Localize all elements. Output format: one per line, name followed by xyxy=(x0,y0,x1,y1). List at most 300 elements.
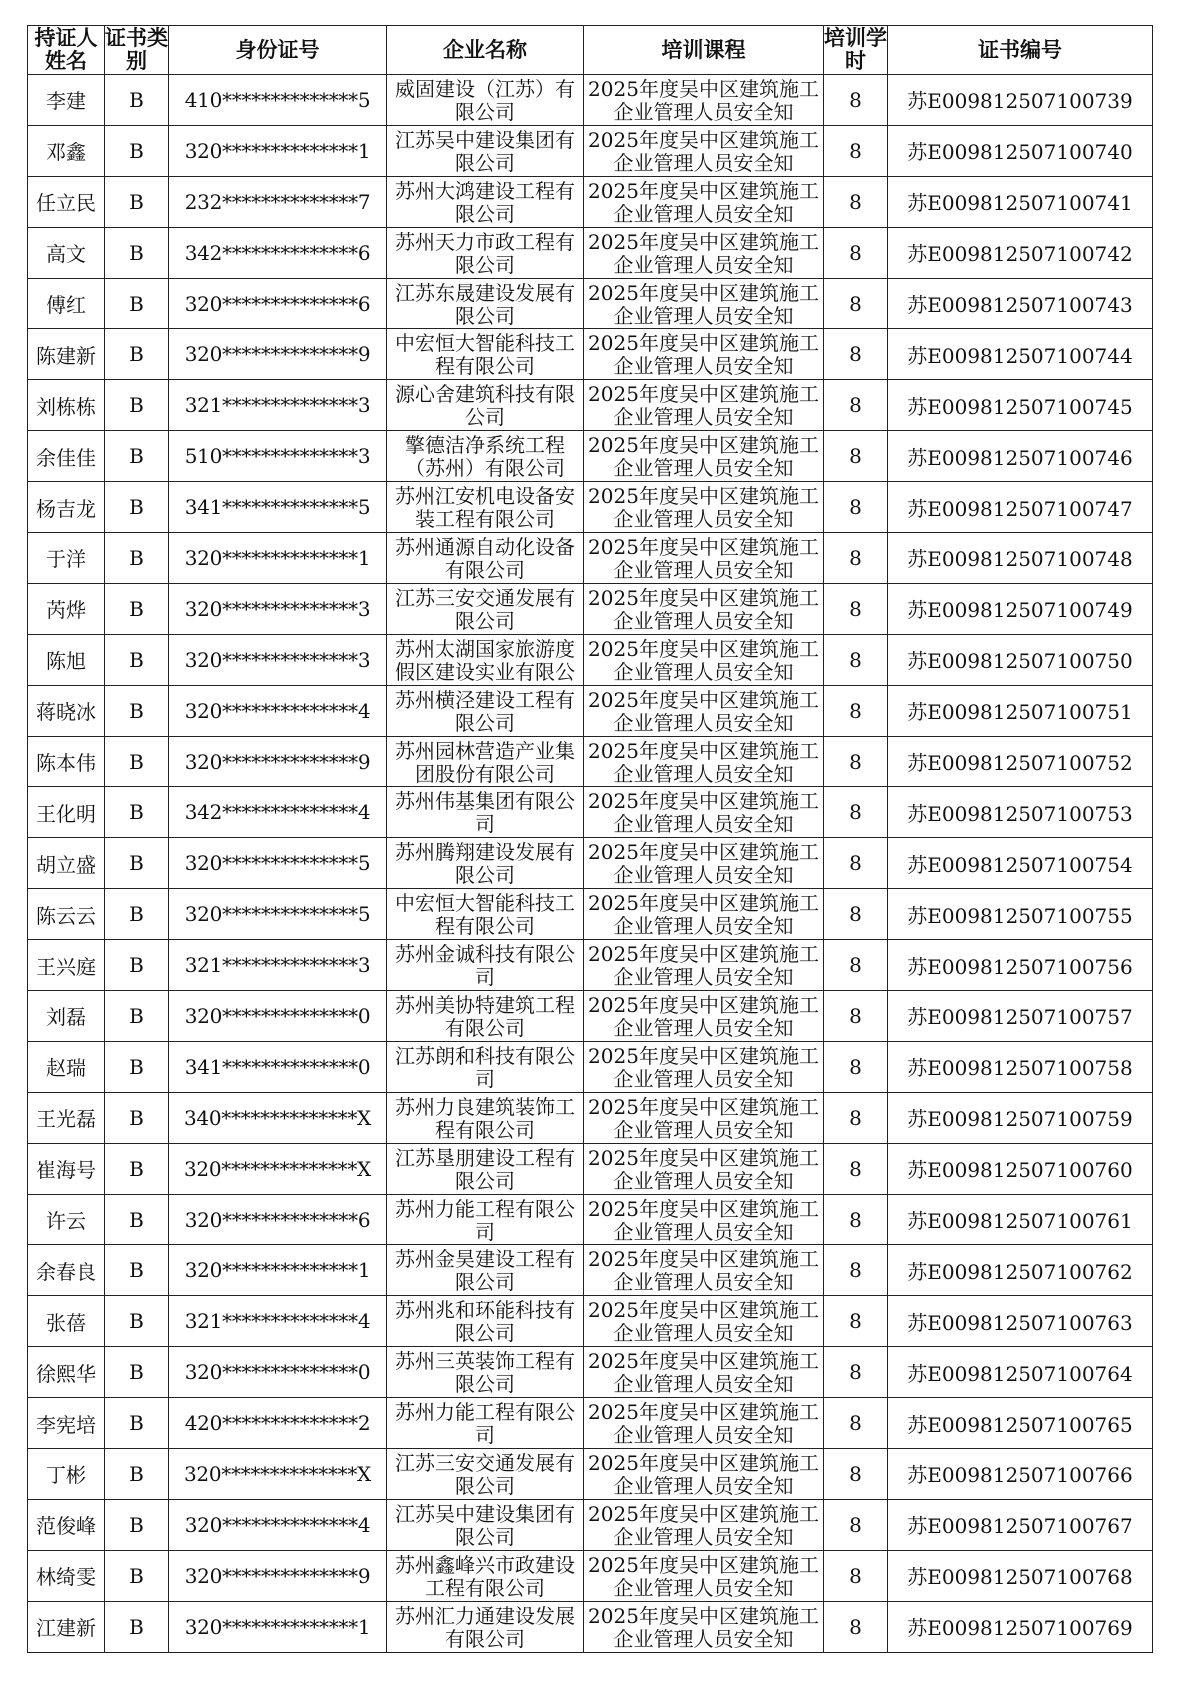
cell-name: 王化明 xyxy=(28,787,105,838)
cell-category: B xyxy=(105,1245,169,1296)
table-row xyxy=(28,75,1153,126)
cell-company xyxy=(387,583,584,634)
table-row xyxy=(28,1092,1153,1143)
cell-company xyxy=(387,75,584,126)
cell-name: 于洋 xyxy=(28,533,105,584)
cell-category: B xyxy=(105,991,169,1042)
cell-id-number: 320**************6 xyxy=(169,278,387,329)
cell-id-number: 320**************0 xyxy=(169,991,387,1042)
cell-category: B xyxy=(105,533,169,584)
cell-name: 杨吉龙 xyxy=(28,482,105,533)
cell-hours: 8 xyxy=(824,685,888,736)
cell-id-number: 510**************3 xyxy=(169,431,387,482)
cell-category: B xyxy=(105,125,169,176)
cell-company-text: 苏州伟基集团有限公司 xyxy=(395,789,575,837)
cell-course xyxy=(584,1143,824,1194)
cell-cert-no: 苏E009812507100744 xyxy=(888,329,1153,380)
cell-cert-no: 苏E009812507100739 xyxy=(888,75,1153,126)
cell-cert-no: 苏E009812507100758 xyxy=(888,1041,1153,1092)
cell-hours: 8 xyxy=(824,125,888,176)
cell-name: 赵瑞 xyxy=(28,1041,105,1092)
table-row xyxy=(28,1245,1153,1296)
cell-course-text: 2025年度吴中区建筑施工企业管理人员安全知 xyxy=(588,1603,819,1651)
cell-company-text: 江苏垦朋建设工程有限公司 xyxy=(395,1145,575,1193)
cell-cert-no: 苏E009812507100765 xyxy=(888,1398,1153,1449)
cell-course xyxy=(584,176,824,227)
cell-course xyxy=(584,1194,824,1245)
cell-id-number: 320**************6 xyxy=(169,1194,387,1245)
cell-hours: 8 xyxy=(824,1143,888,1194)
cell-name: 陈本伟 xyxy=(28,736,105,787)
cell-id-number: 320**************X xyxy=(169,1143,387,1194)
cell-category: B xyxy=(105,838,169,889)
cell-course xyxy=(584,1550,824,1601)
cell-name: 李建 xyxy=(28,75,105,126)
cell-company-text: 源心舍建筑科技有限公司 xyxy=(395,382,575,430)
cell-course-text: 2025年度吴中区建筑施工企业管理人员安全知 xyxy=(588,382,819,430)
cell-hours: 8 xyxy=(824,736,888,787)
cell-company xyxy=(387,482,584,533)
cell-course xyxy=(584,1499,824,1550)
cell-course xyxy=(584,380,824,431)
cell-name: 李宪培 xyxy=(28,1398,105,1449)
cell-hours: 8 xyxy=(824,991,888,1042)
table-row xyxy=(28,1194,1153,1245)
cell-cert-no: 苏E009812507100756 xyxy=(888,940,1153,991)
cell-course xyxy=(584,685,824,736)
cell-company xyxy=(387,889,584,940)
cell-company xyxy=(387,1143,584,1194)
table-row xyxy=(28,991,1153,1042)
cell-course-text: 2025年度吴中区建筑施工企业管理人员安全知 xyxy=(588,1145,819,1193)
cell-course xyxy=(584,838,824,889)
cell-course-text: 2025年度吴中区建筑施工企业管理人员安全知 xyxy=(588,891,819,939)
cell-hours: 8 xyxy=(824,787,888,838)
cell-company-text: 擎德洁净系统工程（苏州）有限公司 xyxy=(405,433,565,481)
cell-category: B xyxy=(105,1398,169,1449)
cell-name: 许云 xyxy=(28,1194,105,1245)
cell-company-text: 苏州兆和环能科技有限公司 xyxy=(395,1298,575,1346)
cell-category: B xyxy=(105,1143,169,1194)
cell-hours: 8 xyxy=(824,1194,888,1245)
cell-id-number: 410**************5 xyxy=(169,75,387,126)
cell-id-number: 320**************3 xyxy=(169,583,387,634)
cell-name: 余佳佳 xyxy=(28,431,105,482)
cell-cert-no: 苏E009812507100761 xyxy=(888,1194,1153,1245)
cell-cert-no: 苏E009812507100759 xyxy=(888,1092,1153,1143)
cell-name: 徐熙华 xyxy=(28,1347,105,1398)
cell-hours: 8 xyxy=(824,533,888,584)
cell-id-number: 321**************4 xyxy=(169,1296,387,1347)
cell-company xyxy=(387,991,584,1042)
cell-name: 张蓓 xyxy=(28,1296,105,1347)
table-row xyxy=(28,329,1153,380)
cell-course xyxy=(584,482,824,533)
cell-hours: 8 xyxy=(824,1296,888,1347)
cell-name: 刘磊 xyxy=(28,991,105,1042)
cell-category: B xyxy=(105,431,169,482)
cell-company xyxy=(387,1449,584,1500)
cell-company-text: 苏州鑫峰兴市政建设工程有限公司 xyxy=(395,1552,575,1600)
cell-name: 蒋晓冰 xyxy=(28,685,105,736)
cell-course-text: 2025年度吴中区建筑施工企业管理人员安全知 xyxy=(588,687,819,735)
cell-name: 任立民 xyxy=(28,176,105,227)
cell-company-text: 苏州汇力通建设发展有限公司 xyxy=(395,1603,575,1651)
cell-course-text: 2025年度吴中区建筑施工企业管理人员安全知 xyxy=(588,178,819,226)
cell-hours: 8 xyxy=(824,1245,888,1296)
cell-company-text: 江苏朗和科技有限公司 xyxy=(395,1043,575,1091)
cell-id-number: 320**************1 xyxy=(169,125,387,176)
cell-course xyxy=(584,1398,824,1449)
cell-course-text: 2025年度吴中区建筑施工企业管理人员安全知 xyxy=(588,1298,819,1346)
cell-company-text: 江苏东晟建设发展有限公司 xyxy=(395,280,575,328)
cell-cert-no: 苏E009812507100752 xyxy=(888,736,1153,787)
cell-category: B xyxy=(105,583,169,634)
cell-category: B xyxy=(105,1550,169,1601)
cell-company xyxy=(387,634,584,685)
cell-category: B xyxy=(105,1092,169,1143)
cell-company xyxy=(387,736,584,787)
cell-course-text: 2025年度吴中区建筑施工企业管理人员安全知 xyxy=(588,534,819,582)
cell-course-text: 2025年度吴中区建筑施工企业管理人员安全知 xyxy=(588,942,819,990)
cell-id-number: 320**************0 xyxy=(169,1347,387,1398)
cell-course-text: 2025年度吴中区建筑施工企业管理人员安全知 xyxy=(588,789,819,837)
column-header-cert-no: 证书编号 xyxy=(888,26,1153,75)
cell-course xyxy=(584,1092,824,1143)
cell-company-text: 苏州江安机电设备安装工程有限公司 xyxy=(395,484,575,532)
table-row xyxy=(28,1499,1153,1550)
cell-course xyxy=(584,787,824,838)
cell-course xyxy=(584,227,824,278)
cell-company xyxy=(387,1550,584,1601)
cell-hours: 8 xyxy=(824,1041,888,1092)
cell-company xyxy=(387,125,584,176)
table-row xyxy=(28,1550,1153,1601)
cell-company xyxy=(387,1296,584,1347)
cell-course-text: 2025年度吴中区建筑施工企业管理人员安全知 xyxy=(588,1450,819,1498)
column-header-course: 培训课程 xyxy=(584,26,824,75)
cell-cert-no: 苏E009812507100751 xyxy=(888,685,1153,736)
cell-course-text: 2025年度吴中区建筑施工企业管理人员安全知 xyxy=(588,331,819,379)
cell-company-text: 苏州金昊建设工程有限公司 xyxy=(395,1247,575,1295)
cell-company xyxy=(387,227,584,278)
table-row xyxy=(28,482,1153,533)
cell-course xyxy=(584,329,824,380)
cell-course-text: 2025年度吴中区建筑施工企业管理人员安全知 xyxy=(588,992,819,1040)
cell-company xyxy=(387,1092,584,1143)
cell-name: 余春良 xyxy=(28,1245,105,1296)
cell-cert-no: 苏E009812507100760 xyxy=(888,1143,1153,1194)
cell-category: B xyxy=(105,1194,169,1245)
table-row xyxy=(28,838,1153,889)
table-row xyxy=(28,583,1153,634)
cell-hours: 8 xyxy=(824,1550,888,1601)
cell-course-text: 2025年度吴中区建筑施工企业管理人员安全知 xyxy=(588,280,819,328)
cell-course-text: 2025年度吴中区建筑施工企业管理人员安全知 xyxy=(588,1552,819,1600)
cell-name: 高文 xyxy=(28,227,105,278)
cell-course-text: 2025年度吴中区建筑施工企业管理人员安全知 xyxy=(588,1349,819,1397)
cell-company-text: 苏州力能工程有限公司 xyxy=(395,1196,575,1244)
table-row xyxy=(28,889,1153,940)
cell-company-text: 江苏三安交通发展有限公司 xyxy=(395,1450,575,1498)
cell-hours: 8 xyxy=(824,838,888,889)
cell-name: 丁彬 xyxy=(28,1449,105,1500)
cell-hours: 8 xyxy=(824,482,888,533)
cell-hours: 8 xyxy=(824,1499,888,1550)
cell-category: B xyxy=(105,278,169,329)
table-body xyxy=(28,75,1153,1653)
cell-hours: 8 xyxy=(824,380,888,431)
cell-category: B xyxy=(105,1041,169,1092)
cell-cert-no: 苏E009812507100757 xyxy=(888,991,1153,1042)
cell-course-text: 2025年度吴中区建筑施工企业管理人员安全知 xyxy=(588,484,819,532)
table-row xyxy=(28,1296,1153,1347)
column-header-id-number: 身份证号 xyxy=(169,26,387,75)
cell-name: 王光磊 xyxy=(28,1092,105,1143)
cell-id-number: 341**************5 xyxy=(169,482,387,533)
cell-course xyxy=(584,940,824,991)
cell-cert-no: 苏E009812507100750 xyxy=(888,634,1153,685)
cell-cert-no: 苏E009812507100768 xyxy=(888,1550,1153,1601)
table-row xyxy=(28,176,1153,227)
table-row xyxy=(28,1143,1153,1194)
cell-company-text: 苏州金诚科技有限公司 xyxy=(395,942,575,990)
table-row xyxy=(28,685,1153,736)
table-row xyxy=(28,227,1153,278)
cell-company-text: 江苏三安交通发展有限公司 xyxy=(395,585,575,633)
cell-cert-no: 苏E009812507100749 xyxy=(888,583,1153,634)
table-row xyxy=(28,125,1153,176)
cell-course-text: 2025年度吴中区建筑施工企业管理人员安全知 xyxy=(588,127,819,175)
cell-name: 刘栋栋 xyxy=(28,380,105,431)
cell-id-number: 321**************3 xyxy=(169,380,387,431)
cell-name: 陈旭 xyxy=(28,634,105,685)
cell-name: 芮烨 xyxy=(28,583,105,634)
cell-company-text: 苏州太湖国家旅游度假区建设实业有限公 xyxy=(395,636,575,684)
cell-company-text: 中宏恒大智能科技工程有限公司 xyxy=(395,331,575,379)
cell-id-number: 340**************X xyxy=(169,1092,387,1143)
header-row xyxy=(28,26,1153,75)
cell-course xyxy=(584,125,824,176)
table-row xyxy=(28,1449,1153,1500)
cell-company xyxy=(387,431,584,482)
cell-name: 陈云云 xyxy=(28,889,105,940)
cell-category: B xyxy=(105,634,169,685)
cell-category: B xyxy=(105,75,169,126)
cell-hours: 8 xyxy=(824,634,888,685)
table-row xyxy=(28,1347,1153,1398)
cell-cert-no: 苏E009812507100740 xyxy=(888,125,1153,176)
cell-id-number: 320**************9 xyxy=(169,736,387,787)
cell-course xyxy=(584,278,824,329)
cell-hours: 8 xyxy=(824,329,888,380)
table-row xyxy=(28,634,1153,685)
table-row xyxy=(28,431,1153,482)
cell-id-number: 420**************2 xyxy=(169,1398,387,1449)
cell-course-text: 2025年度吴中区建筑施工企业管理人员安全知 xyxy=(588,1196,819,1244)
cell-category: B xyxy=(105,1499,169,1550)
cell-id-number: 320**************5 xyxy=(169,838,387,889)
cell-id-number: 320**************X xyxy=(169,1449,387,1500)
cell-course xyxy=(584,583,824,634)
cell-hours: 8 xyxy=(824,1449,888,1500)
cell-course-text: 2025年度吴中区建筑施工企业管理人员安全知 xyxy=(588,636,819,684)
cell-company-text: 江苏吴中建设集团有限公司 xyxy=(395,1501,575,1549)
cell-cert-no: 苏E009812507100753 xyxy=(888,787,1153,838)
cell-company-text: 苏州横泾建设工程有限公司 xyxy=(395,687,575,735)
cell-company xyxy=(387,1499,584,1550)
cell-category: B xyxy=(105,685,169,736)
cell-course xyxy=(584,1449,824,1500)
cell-company xyxy=(387,329,584,380)
cell-id-number: 342**************4 xyxy=(169,787,387,838)
cell-id-number: 320**************3 xyxy=(169,634,387,685)
cell-company-text: 江苏吴中建设集团有限公司 xyxy=(395,127,575,175)
table-row xyxy=(28,380,1153,431)
column-header-hours: 培训学时 xyxy=(824,26,887,73)
cell-name: 邓鑫 xyxy=(28,125,105,176)
cell-course-text: 2025年度吴中区建筑施工企业管理人员安全知 xyxy=(588,1043,819,1091)
cell-cert-no: 苏E009812507100769 xyxy=(888,1601,1153,1652)
cell-category: B xyxy=(105,176,169,227)
cell-id-number: 320**************1 xyxy=(169,533,387,584)
cell-name: 胡立盛 xyxy=(28,838,105,889)
cell-company xyxy=(387,940,584,991)
cell-cert-no: 苏E009812507100747 xyxy=(888,482,1153,533)
cell-course xyxy=(584,736,824,787)
cell-company xyxy=(387,1194,584,1245)
cell-course-text: 2025年度吴中区建筑施工企业管理人员安全知 xyxy=(588,229,819,277)
cell-cert-no: 苏E009812507100741 xyxy=(888,176,1153,227)
cell-company-text: 苏州腾翔建设发展有限公司 xyxy=(395,840,575,888)
cell-cert-no: 苏E009812507100762 xyxy=(888,1245,1153,1296)
cell-hours: 8 xyxy=(824,1398,888,1449)
cell-category: B xyxy=(105,329,169,380)
cell-company-text: 苏州通源自动化设备有限公司 xyxy=(395,534,575,582)
cell-company xyxy=(387,1601,584,1652)
cell-category: B xyxy=(105,787,169,838)
cell-category: B xyxy=(105,227,169,278)
cell-category: B xyxy=(105,380,169,431)
cell-cert-no: 苏E009812507100743 xyxy=(888,278,1153,329)
certificate-roster-table xyxy=(27,25,1153,1653)
cell-course xyxy=(584,533,824,584)
cell-id-number: 342**************6 xyxy=(169,227,387,278)
table-row xyxy=(28,736,1153,787)
cell-category: B xyxy=(105,482,169,533)
cell-company-text: 威固建设（江苏）有限公司 xyxy=(395,76,575,124)
column-header-name: 持证人姓名 xyxy=(28,26,105,75)
table-row xyxy=(28,940,1153,991)
cell-cert-no: 苏E009812507100763 xyxy=(888,1296,1153,1347)
cell-id-number: 320**************1 xyxy=(169,1245,387,1296)
cell-company xyxy=(387,1041,584,1092)
cell-cert-no: 苏E009812507100746 xyxy=(888,431,1153,482)
cell-course xyxy=(584,1601,824,1652)
cell-company-text: 苏州力能工程有限公司 xyxy=(395,1400,575,1448)
cell-name: 傅红 xyxy=(28,278,105,329)
table-row xyxy=(28,533,1153,584)
cell-course xyxy=(584,1296,824,1347)
cell-company xyxy=(387,380,584,431)
table-row xyxy=(28,1398,1153,1449)
cell-category: B xyxy=(105,1296,169,1347)
cell-course xyxy=(584,75,824,126)
cell-id-number: 341**************0 xyxy=(169,1041,387,1092)
cell-category: B xyxy=(105,889,169,940)
cell-company-text: 苏州园林营造产业集团股份有限公司 xyxy=(395,738,575,786)
cell-hours: 8 xyxy=(824,176,888,227)
cell-category: B xyxy=(105,736,169,787)
column-header-company: 企业名称 xyxy=(387,26,584,75)
table-row xyxy=(28,787,1153,838)
cell-hours: 8 xyxy=(824,940,888,991)
cell-hours: 8 xyxy=(824,889,888,940)
cell-cert-no: 苏E009812507100755 xyxy=(888,889,1153,940)
cell-course xyxy=(584,1041,824,1092)
cell-course-text: 2025年度吴中区建筑施工企业管理人员安全知 xyxy=(588,1400,819,1448)
cell-company xyxy=(387,838,584,889)
cell-name: 陈建新 xyxy=(28,329,105,380)
cell-course-text: 2025年度吴中区建筑施工企业管理人员安全知 xyxy=(588,1247,819,1295)
cell-id-number: 320**************4 xyxy=(169,685,387,736)
cell-company xyxy=(387,533,584,584)
cell-course xyxy=(584,431,824,482)
cell-category: B xyxy=(105,1449,169,1500)
cell-hours: 8 xyxy=(824,431,888,482)
cell-company xyxy=(387,176,584,227)
cell-course xyxy=(584,991,824,1042)
cell-cert-no: 苏E009812507100766 xyxy=(888,1449,1153,1500)
cell-company-text: 苏州大鸿建设工程有限公司 xyxy=(395,178,575,226)
cell-company-text: 苏州美协特建筑工程有限公司 xyxy=(395,992,575,1040)
cell-hours: 8 xyxy=(824,75,888,126)
cell-course xyxy=(584,1245,824,1296)
cell-id-number: 320**************4 xyxy=(169,1499,387,1550)
cell-course-text: 2025年度吴中区建筑施工企业管理人员安全知 xyxy=(588,76,819,124)
cell-name: 范俊峰 xyxy=(28,1499,105,1550)
cell-company xyxy=(387,787,584,838)
cell-hours: 8 xyxy=(824,278,888,329)
cell-id-number: 320**************1 xyxy=(169,1601,387,1652)
cell-company xyxy=(387,1245,584,1296)
cell-category: B xyxy=(105,940,169,991)
table-header xyxy=(28,26,1153,75)
cell-course-text: 2025年度吴中区建筑施工企业管理人员安全知 xyxy=(588,1094,819,1142)
cell-company-text: 苏州三英装饰工程有限公司 xyxy=(395,1349,575,1397)
cell-cert-no: 苏E009812507100767 xyxy=(888,1499,1153,1550)
cell-id-number: 320**************9 xyxy=(169,1550,387,1601)
cell-name: 崔海号 xyxy=(28,1143,105,1194)
cell-name: 林绮雯 xyxy=(28,1550,105,1601)
cell-course-text: 2025年度吴中区建筑施工企业管理人员安全知 xyxy=(588,1501,819,1549)
cell-id-number: 321**************3 xyxy=(169,940,387,991)
cell-cert-no: 苏E009812507100764 xyxy=(888,1347,1153,1398)
cell-company-text: 中宏恒大智能科技工程有限公司 xyxy=(395,891,575,939)
column-header-category: 证书类别 xyxy=(105,26,168,73)
cell-cert-no: 苏E009812507100754 xyxy=(888,838,1153,889)
cell-course-text: 2025年度吴中区建筑施工企业管理人员安全知 xyxy=(588,840,819,888)
cell-category: B xyxy=(105,1347,169,1398)
table-row xyxy=(28,1041,1153,1092)
cell-hours: 8 xyxy=(824,1601,888,1652)
cell-id-number: 320**************9 xyxy=(169,329,387,380)
cell-course-text: 2025年度吴中区建筑施工企业管理人员安全知 xyxy=(588,738,819,786)
cell-cert-no: 苏E009812507100742 xyxy=(888,227,1153,278)
cell-id-number: 320**************5 xyxy=(169,889,387,940)
cell-company xyxy=(387,278,584,329)
cell-course xyxy=(584,1347,824,1398)
